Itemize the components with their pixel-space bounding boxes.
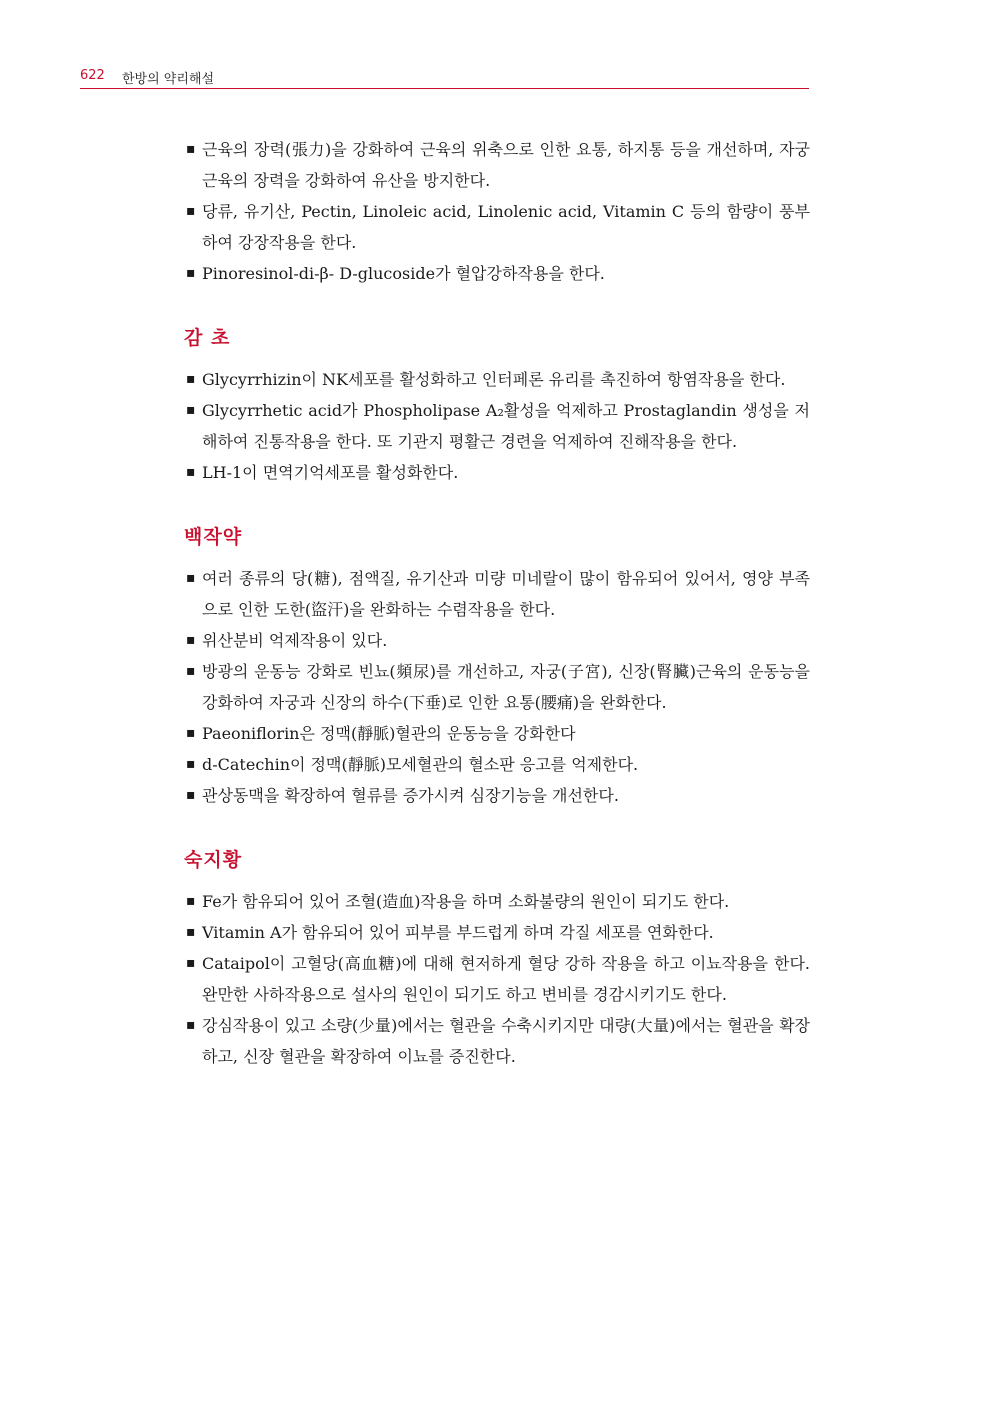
list-item xyxy=(186,258,810,289)
item-text: Paeoniflorin은 정맥(靜脈)혈관의 운동능을 강화한다 xyxy=(202,724,576,743)
item-text: 여러 종류의 당(糖), 점액질, 유기산과 미량 미네랄이 많이 함유되어 있어서, 영양 부족으로 인한 도한(盜汗)을 완화하는 수렴작용을 한다. xyxy=(202,569,810,619)
section-sukjihwang xyxy=(186,845,810,1072)
item-text: Vitamin A가 함유되어 있어 피부를 부드럽게 하며 각질 세포를 연화한다. xyxy=(202,923,714,942)
book-title: 한방의 약리해설 xyxy=(122,72,215,87)
list-item xyxy=(186,948,810,1010)
section-title: 감 초 xyxy=(184,327,231,349)
item-list xyxy=(186,364,810,488)
bullet-icon: ▪ xyxy=(186,464,196,480)
bullet-icon: ▪ xyxy=(186,570,196,586)
section-gamcho xyxy=(186,323,810,488)
item-text: 방광의 운동능 강화로 빈뇨(頻尿)를 개선하고, 자궁(子宮), 신장(腎臟)근육의 운동능을 강화하여 자궁과 신장의 하수(下垂)로 인한 요통(腰痛)을 완화한다. xyxy=(202,662,810,712)
bullet-icon: ▪ xyxy=(186,141,196,157)
section-title: 숙지황 xyxy=(184,849,243,871)
bullet-icon: ▪ xyxy=(186,203,196,219)
item-text: 당류, 유기산, Pectin, Linoleic acid, Linolenic acid, Vitamin C 등의 함량이 풍부하여 강장작용을 한다. xyxy=(202,202,810,252)
item-text: Fe가 함유되어 있어 조혈(造血)작용을 하며 소화불량의 원인이 되기도 한다. xyxy=(202,892,730,911)
bullet-icon: ▪ xyxy=(186,924,196,940)
item-text: LH-1이 면역기억세포를 활성화한다. xyxy=(202,463,459,482)
item-text: 근육의 장력(張力)을 강화하여 근육의 위축으로 인한 요통, 하지통 등을 개선하며, 자궁근육의 장력을 강화하여 유산을 방지한다. xyxy=(202,140,810,190)
bullet-icon: ▪ xyxy=(186,663,196,679)
bullet-icon: ▪ xyxy=(186,787,196,803)
list-item xyxy=(186,886,810,917)
page-header xyxy=(80,64,809,89)
bullet-icon: ▪ xyxy=(186,265,196,281)
item-text: Glycyrrhizin이 NK세포를 활성화하고 인터페론 유리를 촉진하여 항염작용을 한다. xyxy=(202,370,786,389)
section-intro xyxy=(186,134,810,289)
list-item xyxy=(186,625,810,656)
bullet-icon: ▪ xyxy=(186,402,196,418)
bullet-icon: ▪ xyxy=(186,756,196,772)
list-item xyxy=(186,196,810,258)
list-item xyxy=(186,718,810,749)
bullet-icon: ▪ xyxy=(186,725,196,741)
bullet-icon: ▪ xyxy=(186,632,196,648)
section-title: 백작약 xyxy=(184,526,243,548)
bullet-icon: ▪ xyxy=(186,1017,196,1033)
item-text: 관상동맥을 확장하여 혈류를 증가시켜 심장기능을 개선한다. xyxy=(202,786,619,805)
list-item xyxy=(186,656,810,718)
item-text: d-Catechin이 정맥(靜脈)모세혈관의 혈소판 응고를 억제한다. xyxy=(202,755,639,774)
item-list xyxy=(186,563,810,811)
section-baekjakyak xyxy=(186,522,810,811)
item-text: Cataipol이 고혈당(高血糖)에 대해 현저하게 혈당 강하 작용을 하고 이뇨작용을 한다. 완만한 사하작용으로 설사의 원인이 되기도 하고 변비를 경감시키기도 한다. xyxy=(202,954,810,1004)
item-text: Pinoresinol-di-β- D-glucoside가 혈압강하작용을 한다. xyxy=(202,264,605,283)
list-item xyxy=(186,563,810,625)
bullet-icon: ▪ xyxy=(186,955,196,971)
bullet-icon: ▪ xyxy=(186,371,196,387)
item-list xyxy=(186,886,810,1072)
bullet-icon: ▪ xyxy=(186,893,196,909)
list-item xyxy=(186,780,810,811)
list-item xyxy=(186,1010,810,1072)
item-text: 강심작용이 있고 소량(少量)에서는 혈관을 수축시키지만 대량(大量)에서는 혈관을 확장하고, 신장 혈관을 확장하여 이뇨를 증진한다. xyxy=(202,1016,810,1066)
page-number: 622 xyxy=(80,68,105,83)
item-text: Glycyrrhetic acid가 Phospholipase A₂활성을 억제하고 Prostaglandin 생성을 저해하여 진통작용을 한다. 또 기관지 평활근 경련을 억제하여 진해작용을 한다. xyxy=(202,401,810,451)
list-item xyxy=(186,749,810,780)
list-item xyxy=(186,134,810,196)
list-item xyxy=(186,395,810,457)
list-item xyxy=(186,457,810,488)
list-item xyxy=(186,364,810,395)
page-content xyxy=(186,134,810,1106)
list-item xyxy=(186,917,810,948)
item-list xyxy=(186,134,810,289)
item-text: 위산분비 억제작용이 있다. xyxy=(202,631,388,650)
